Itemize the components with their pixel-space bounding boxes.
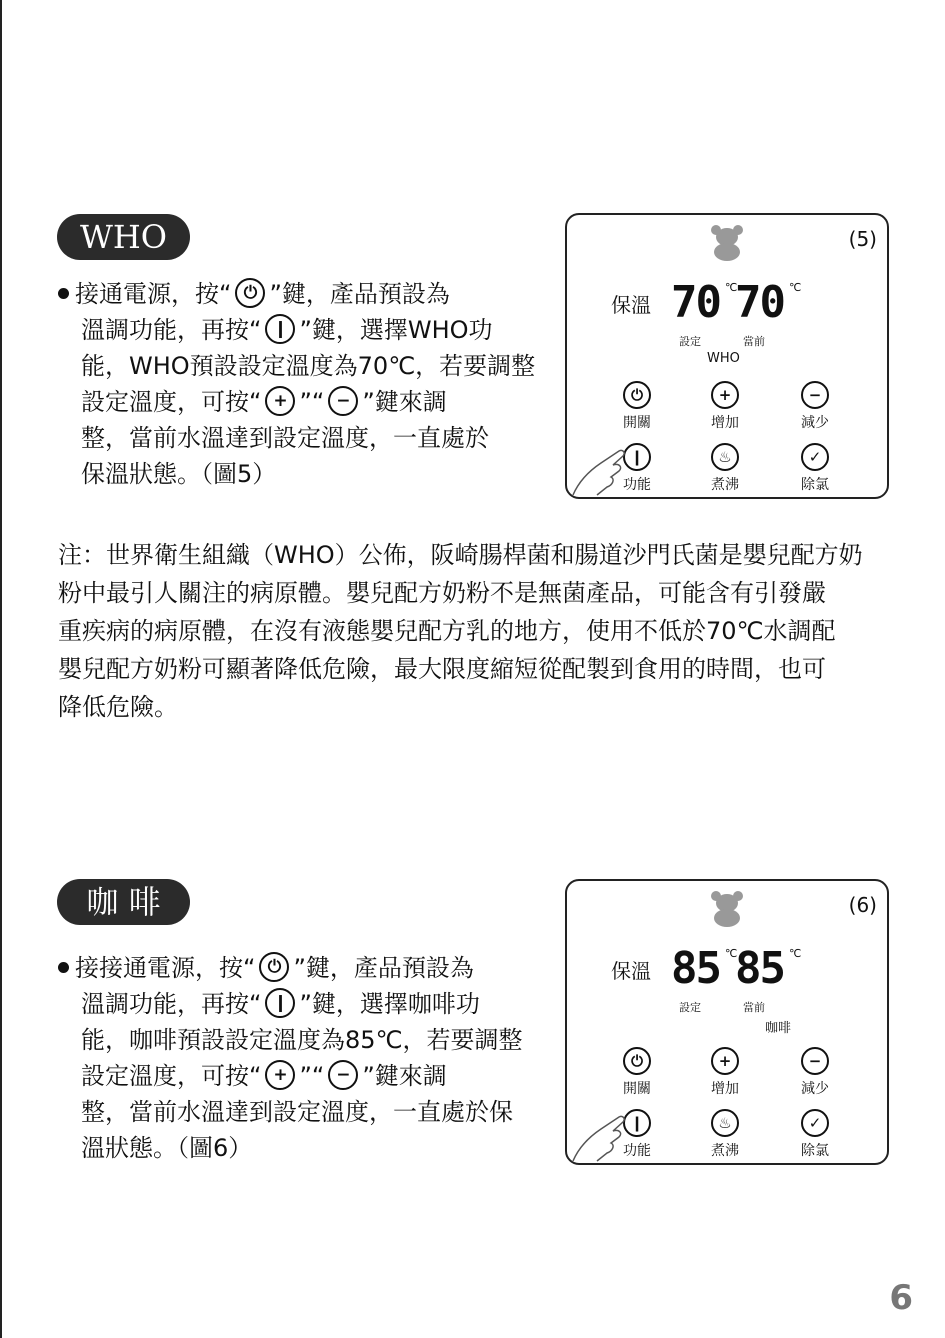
instruction-line: 設定溫度，可按“ + ”“ − ”鍵來調	[81, 1062, 447, 1090]
note-line: 重疾病的病原體，在沒有液態嬰兒配方乳的地方，使用不低於70℃水調配	[58, 617, 836, 645]
mode-label: 保溫	[611, 959, 651, 983]
control-panel-figure-6	[565, 879, 889, 1165]
steam-icon: ♨	[711, 1109, 739, 1137]
instruction-line: 保溫狀態。（圖5）	[81, 460, 277, 488]
decrease-button[interactable]: − 減少	[785, 1047, 845, 1098]
who-instructions	[58, 276, 535, 492]
bullet-icon	[58, 288, 69, 299]
dechlorinate-button[interactable]: ✓ 除氯	[785, 443, 845, 494]
current-temperature: 85	[735, 943, 784, 994]
thermometer-icon: ❙	[265, 988, 295, 1018]
power-icon: ⏻	[623, 1047, 651, 1075]
program-label: WHO	[707, 351, 740, 366]
bear-logo-icon	[709, 889, 745, 927]
plus-icon: +	[711, 381, 739, 409]
instruction-line: 整，當前水溫達到設定溫度，一直處於	[81, 424, 489, 452]
minus-icon: −	[801, 381, 829, 409]
boil-button[interactable]: ♨ 煮沸	[695, 1109, 755, 1160]
pointing-hand-icon	[571, 1107, 631, 1163]
power-button[interactable]: ⏻ 開關	[607, 381, 667, 432]
instruction-line: 整，當前水溫達到設定溫度，一直處於保	[81, 1098, 513, 1126]
current-label: 當前	[743, 1001, 765, 1014]
instruction-line: 溫調功能，再按“ ❙ ”鍵，選擇WHO功	[81, 316, 493, 344]
current-temperature: 70	[735, 277, 784, 328]
coffee-instructions	[58, 950, 523, 1166]
instruction-line: 溫狀態。（圖6）	[81, 1134, 253, 1162]
minus-icon: −	[328, 386, 358, 416]
boil-button[interactable]: ♨ 煮沸	[695, 443, 755, 494]
instruction-line: 接接通電源，按“ ⏻ ”鍵，產品預設為	[58, 950, 523, 986]
set-temperature: 85	[671, 943, 720, 994]
current-label: 當前	[743, 335, 765, 348]
instruction-line: 溫調功能，再按“ ❙ ”鍵，選擇咖啡功	[81, 990, 480, 1018]
thermometer-icon: ❙	[623, 443, 651, 471]
instruction-line: 能，WHO預設設定溫度為70℃，若要調整	[81, 352, 536, 380]
dechlorinate-button[interactable]: ✓ 除氯	[785, 1109, 845, 1160]
control-panel-figure-5	[565, 213, 889, 499]
instruction-line: 接通電源，按“ ⏻ ”鍵，產品預設為	[58, 276, 535, 312]
section-title-coffee: 咖 啡	[57, 879, 190, 925]
thermometer-icon: ❙	[265, 314, 295, 344]
leaf-icon: ✓	[801, 1109, 829, 1137]
minus-icon: −	[801, 1047, 829, 1075]
power-icon: ⏻	[235, 278, 265, 308]
set-label: 設定	[679, 1001, 701, 1014]
plus-icon: +	[711, 1047, 739, 1075]
plus-icon: +	[265, 386, 295, 416]
page-number: 6	[889, 1278, 913, 1318]
note-line: 注：世界衛生組織（WHO）公佈，阪崎腸桿菌和腸道沙門氏菌是嬰兒配方奶	[58, 541, 863, 569]
note-paragraph	[58, 536, 888, 726]
unit-label: ℃	[725, 281, 738, 294]
increase-button[interactable]: + 增加	[695, 1047, 755, 1098]
bullet-icon	[58, 962, 69, 973]
instruction-line: 能，咖啡預設設定溫度為85℃，若要調整	[81, 1026, 523, 1054]
steam-icon: ♨	[711, 443, 739, 471]
section-title-who: WHO	[57, 214, 190, 260]
power-icon: ⏻	[623, 381, 651, 409]
unit-label: ℃	[789, 947, 802, 960]
power-button[interactable]: ⏻ 開關	[607, 1047, 667, 1098]
plus-icon: +	[265, 1060, 295, 1090]
unit-label: ℃	[789, 281, 802, 294]
decrease-button[interactable]: − 減少	[785, 381, 845, 432]
figure-label: (5)	[848, 227, 877, 251]
program-label: 咖啡	[765, 1021, 792, 1036]
instruction-line: 設定溫度，可按“ + ”“ − ”鍵來調	[81, 388, 447, 416]
power-icon: ⏻	[259, 952, 289, 982]
mode-label: 保溫	[611, 293, 651, 317]
set-temperature: 70	[671, 277, 720, 328]
set-label: 設定	[679, 335, 701, 348]
note-line: 降低危險。	[58, 693, 178, 721]
note-line: 嬰兒配方奶粉可顯著降低危險，最大限度縮短從配製到食用的時間，也可	[58, 655, 826, 683]
page-left-border	[0, 0, 2, 1338]
function-button[interactable]: ❙ 功能	[607, 443, 667, 494]
pointing-hand-icon	[571, 441, 631, 497]
minus-icon: −	[328, 1060, 358, 1090]
bear-logo-icon	[709, 223, 745, 261]
figure-label: (6)	[848, 893, 877, 917]
note-line: 粉中最引人關注的病原體。嬰兒配方奶粉不是無菌產品，可能含有引發嚴	[58, 579, 826, 607]
function-button[interactable]: ❙ 功能	[607, 1109, 667, 1160]
leaf-icon: ✓	[801, 443, 829, 471]
thermometer-icon: ❙	[623, 1109, 651, 1137]
unit-label: ℃	[725, 947, 738, 960]
increase-button[interactable]: + 增加	[695, 381, 755, 432]
